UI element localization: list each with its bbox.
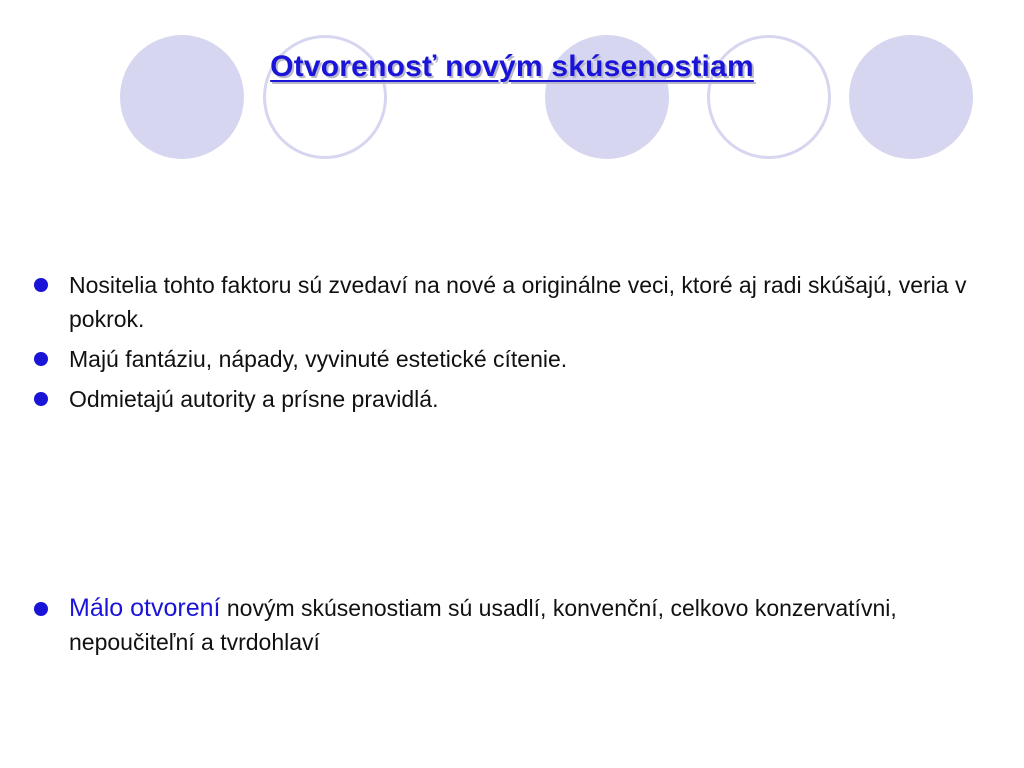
bullet-text: Nositelia tohto faktoru sú zvedaví na nové a originálne veci, ktoré aj radi skúšajú, veria v pokrok.	[69, 272, 967, 332]
slide-title: Otvorenosť novým skúsenostiam	[270, 50, 754, 83]
bullet-item	[0, 268, 1024, 336]
bullet-item	[0, 382, 1024, 416]
bullet-dot-icon	[34, 352, 48, 366]
title-container	[0, 50, 1024, 84]
bullet-list-top	[0, 268, 1024, 422]
bullet-text: novým skúsenostiam sú usadlí, konvenční, celkovo konzervatívni, nepoučiteľní a tvrdohlaví	[69, 595, 897, 655]
bullet-text: Odmietajú autority a prísne pravidlá.	[69, 386, 439, 412]
bullet-dot-icon	[34, 278, 48, 292]
bullet-dot-icon	[34, 602, 48, 616]
bullet-dot-icon	[34, 392, 48, 406]
bullet-item	[0, 591, 1024, 659]
bullet-item	[0, 342, 1024, 376]
bullet-text: Majú fantáziu, nápady, vyvinuté estetické cítenie.	[69, 346, 568, 372]
bullet-list-bottom	[0, 591, 1024, 665]
bullet-emphasis: Málo otvorení	[69, 594, 221, 622]
